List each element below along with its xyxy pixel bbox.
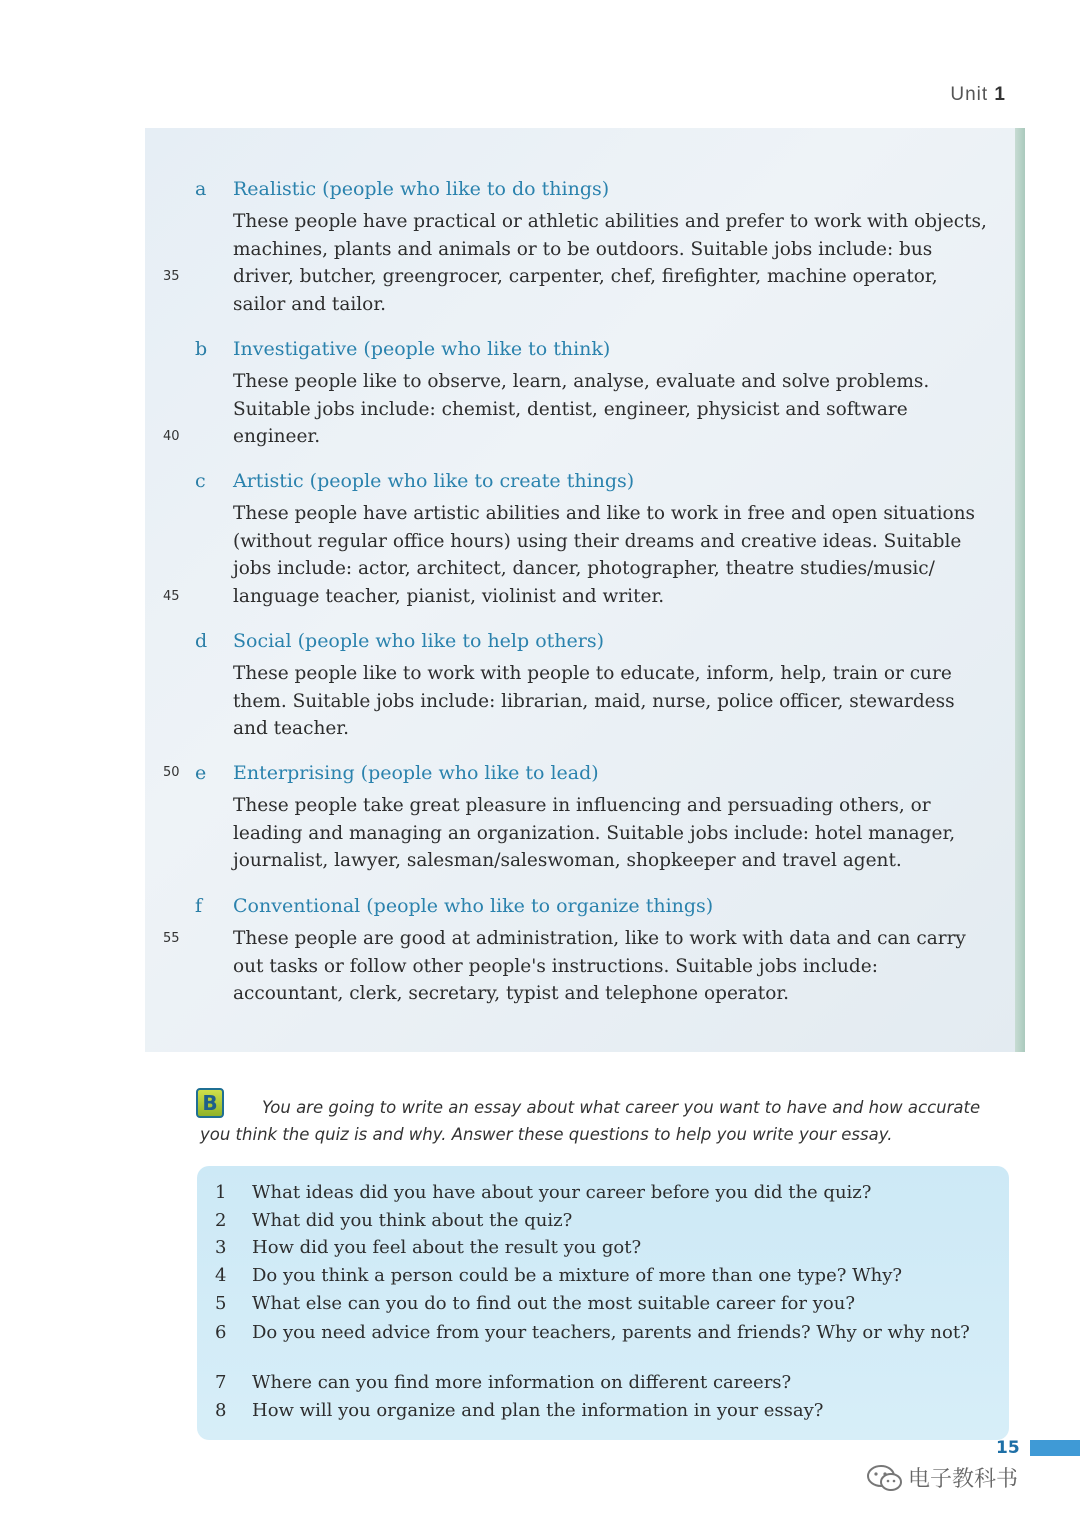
line-number: 40 <box>163 429 180 444</box>
question-number: 8 <box>215 1400 227 1421</box>
question-number: 3 <box>215 1237 227 1258</box>
type-title: Investigative (people who like to think) <box>233 338 611 360</box>
type-letter: d <box>195 630 208 652</box>
question-number: 5 <box>215 1293 227 1314</box>
question-text: How did you feel about the result you got? <box>252 1237 642 1258</box>
question-text: How will you organize and plan the information in your essay? <box>252 1400 824 1421</box>
section-b-instructions: You are going to write an essay about what career you want to have and how accurate you think the quiz is and why. Answer these questions to help you write your essay. <box>200 1098 981 1144</box>
question-text: What did you think about the quiz? <box>252 1210 573 1231</box>
type-description: These people have practical or athletic abilities and prefer to work with objects, machines, plants and animals or to be outdoors. Suitable jobs include: bus driver, butcher, greengrocer, carpenter, chef, firefighter, machine operator, sailor and tailor. <box>233 211 987 315</box>
wechat-icon <box>866 1463 904 1493</box>
type-letter: a <box>195 178 207 200</box>
question-text: Where can you find more information on different careers? <box>252 1372 792 1393</box>
type-title: Artistic (people who like to create things) <box>233 470 635 492</box>
type-title: Social (people who like to help others) <box>233 630 605 652</box>
question-number: 2 <box>215 1210 227 1231</box>
type-description: These people have artistic abilities and like to work in free and open situations (without regular office hours) using their dreams and creative ideas. Suitable jobs include: actor, architect, dancer, photographer, theatre studies/music/ language teacher, pianist, violinist and writer. <box>233 503 976 607</box>
type-title: Realistic (people who like to do things) <box>233 178 610 200</box>
line-number: 45 <box>163 589 180 604</box>
type-description: These people like to work with people to educate, inform, help, train or cure them. Suitable jobs include: librarian, maid, nurse, police officer, stewardess and teacher. <box>233 663 955 740</box>
type-title: Enterprising (people who like to lead) <box>233 762 599 784</box>
personality-types-panel <box>145 128 1017 1052</box>
section-b-marker: B <box>196 1088 224 1118</box>
line-number: 55 <box>163 931 180 946</box>
question-text: What ideas did you have about your career before you did the quiz? <box>252 1182 872 1203</box>
type-letter: e <box>195 762 207 784</box>
question-number: 1 <box>215 1182 227 1203</box>
questions-box <box>197 1166 1009 1440</box>
page-number: 15 <box>996 1438 1020 1458</box>
type-description: These people take great pleasure in influencing and persuading others, or leading and managing an organization. Suitable jobs include: hotel manager, journalist, lawyer, salesman/saleswoman, shopkeeper and travel agent. <box>233 795 956 872</box>
type-description: These people are good at administration, like to work with data and can carry out tasks or follow other people's instructions. Suitable jobs include: accountant, clerk, secretary, typist and telephone operator. <box>233 928 966 1005</box>
line-number: 35 <box>163 269 180 284</box>
type-title: Conventional (people who like to organize things) <box>233 895 714 917</box>
question-text: Do you think a person could be a mixture of more than one type? Why? <box>252 1265 903 1286</box>
type-letter: b <box>195 338 208 360</box>
type-letter: c <box>195 470 206 492</box>
question-number: 4 <box>215 1265 227 1286</box>
type-description: These people like to observe, learn, analyse, evaluate and solve problems. Suitable jobs include: chemist, dentist, engineer, physicist and software engineer. <box>233 371 930 448</box>
question-number: 7 <box>215 1372 227 1393</box>
question-number: 6 <box>215 1322 227 1343</box>
question-text: Do you need advice from your teachers, parents and friends? Why or why not? <box>252 1322 970 1343</box>
unit-label: Unit 1 <box>950 84 1006 105</box>
page-number-bar <box>1030 1440 1080 1456</box>
watermark-text: 电子教科书 <box>908 1467 1019 1492</box>
line-number: 50 <box>163 765 180 780</box>
type-letter: f <box>195 895 203 917</box>
question-text: What else can you do to find out the most suitable career for you? <box>252 1293 855 1314</box>
